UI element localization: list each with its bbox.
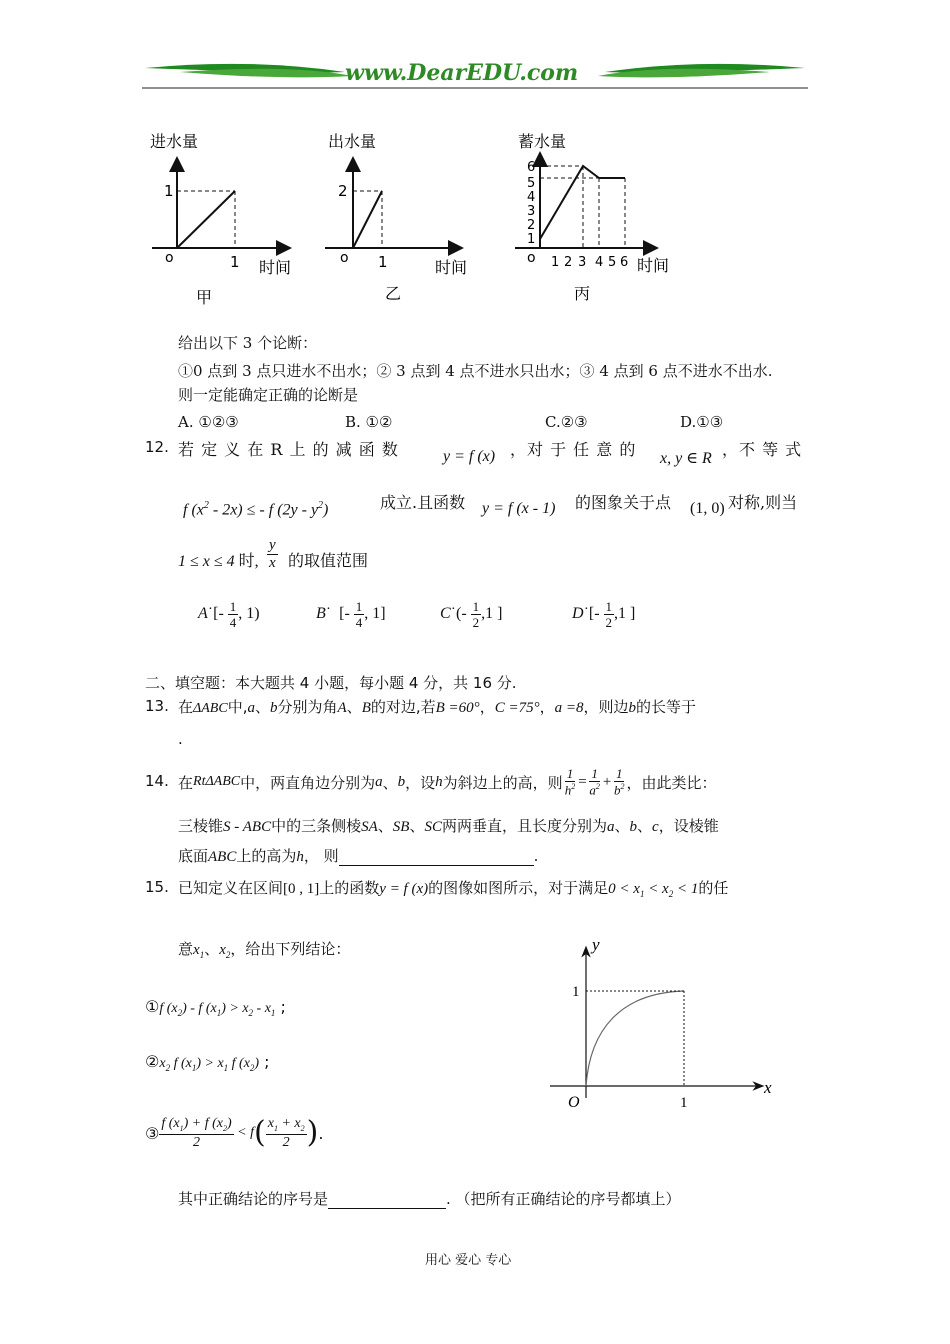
q15-line1: 已知定义在区间[0 , 1]上的函数y = f (x)的图像如图所示，对于满足$0 < x_1 < x_2 < 1$的任 [178,879,729,899]
graph-yi-ylabel: 出水量 [328,132,377,151]
q14-answer-blank[interactable] [339,847,534,866]
graph-bing-ytick: 3 [527,204,536,219]
q15-conclusion-1: ①f $(x_2)$ - f $(x_1) > x_2 - x_1$ ; [145,997,286,1018]
footer-text: 用心 爱心 专心 [425,1253,512,1268]
q11-option-a: A. ①②③ [178,413,239,431]
graph-jia-ytick: 1 [164,182,174,200]
graph-bing-ytick: 6 [527,160,536,175]
q14-line1: 在 RtΔABC 中，两直角边分别为 a 、 b ，设 h 为斜边上的高，则 $\frac{1}{h^2}$ = $\frac{1}{a^2}$ + $\frac{1}{b^2}$ ，由此类比： [178,766,717,798]
graph-bing-xtick: 3 [578,255,587,270]
graph-jia-origin: o [165,250,174,266]
graph-bing-caption: 丙 [574,284,591,303]
q15-answer-blank[interactable] [328,1190,446,1209]
graph-bing-xtick: 5 [608,255,617,270]
q15-y-label: y [592,935,600,954]
q11-option-d: D.①③ [680,413,724,431]
q14-line3: 底面ABC上的高为h， 则 . [178,847,539,865]
q12-line1-b: ，对 于 任 意 的 [510,440,637,459]
q12-xy: x, y ∈ R [660,450,712,467]
graph-bing-xtick: 1 [551,255,560,270]
q12-line2-b: 的图象关于点 [575,493,672,512]
graph-yi-origin: o [340,250,349,266]
q12-range: 1 ≤ x ≤ 4 时, [178,553,259,570]
q15-x-one: 1 [680,1095,688,1111]
graph-bing [515,132,669,303]
graph-yi-line [353,191,382,248]
graph-jia-xtick: 1 [230,253,240,271]
q12-inequality: f $(x^2 - 2x)$ ≤ - f $(2y - y^2)$ [183,500,329,519]
q12-option-c: C˙(- $\frac{1}{2}$ ,1 ] [440,599,503,630]
graph-bing-ytick: 2 [527,218,536,233]
q11-statements: ①0 点到 3 点只进水不出水；② 3 点到 4 点不进水只出水；③ 4 点到 6 点不进水不出水. [178,362,773,380]
graph-jia-line [177,191,235,248]
graph-jia-caption: 甲 [196,288,213,307]
q12-ratio: $\frac{y}{x}$ [269,537,276,571]
q12-point: (1, 0) [690,500,725,517]
graph-yi-xlabel: 时间 [435,258,468,277]
q15-x-label: x [764,1078,772,1097]
q12-option-a: A˙[- $\frac{1}{4}$ , 1) [198,599,260,630]
q11-option-b: B. ①② [345,413,393,431]
q13-number: 13. [145,697,169,715]
q15-origin-label: O [568,1094,580,1111]
graph-bing-xtick: 4 [595,255,604,270]
q12-line1-a: 若 定 义 在 R 上 的 减 函 数 [178,440,399,459]
q11-intro: 给出以下 3 个论断： [178,334,318,352]
q11-prompt: 则一定能确定正确的论断是 [178,386,359,404]
section2-title: 二、填空题：本大题共 4 小题，每小题 4 分，共 16 分. [145,674,517,692]
graph-yi-xtick: 1 [378,253,388,271]
graph-bing-origin: o [527,250,536,266]
q14-number: 14. [145,772,169,790]
q12-option-d: D˙[- $\frac{1}{2}$ ,1 ] [572,599,636,630]
q15-graph [540,930,790,1120]
q13-end: . [178,730,183,748]
q11-option-c: C.②③ [545,413,588,431]
q12-option-b: B˙ [- $\frac{1}{4}$ , 1] [316,599,386,630]
graph-yi [325,132,467,303]
q13-line: 在ΔABC中,a、b分别为角A、B的对边,若B =60°，C =75°，a =8，则边b的长等于 [178,698,697,716]
q14-line2: 三棱锥S - ABC中的三条侧棱SA、SB、SC两两垂直，且长度分别为a、b、c，设棱锥 [178,817,719,835]
q15-conclusion-3: ③ $\frac{f (x_1) + f (x_2)}{2}$ < f ( $\frac{x_1 + x_2}{2}$ ) . [145,1115,324,1151]
q12-line3: 的取值范围 [288,551,369,570]
graph-bing-ytick: 1 [527,232,536,247]
q12-func: y = f (x) [443,448,496,465]
graph-bing-xtick: 6 [620,255,629,270]
q15-curve [586,991,684,1086]
water-graphs [140,125,690,310]
graph-jia-ylabel: 进水量 [150,132,199,151]
graph-yi-ytick: 2 [338,182,348,200]
q15-line2: 意$x_1$、$x_2$，给出下列结论： [178,940,351,960]
graph-bing-ytick: 4 [527,190,536,205]
q12-line1-c: ，不 等 式 [722,440,803,459]
q15-answer-line: 其中正确结论的序号是 . （把所有正确结论的序号都填上） [178,1190,681,1208]
q12-shift: y = f (x - 1) [482,500,556,517]
graph-jia-xlabel: 时间 [259,258,292,277]
q15-number: 15. [145,878,169,896]
q15-y-one: 1 [572,984,580,1000]
q12-line2-a: 成立.且函数 [380,493,466,512]
q12-line2-c: 对称,则当 [728,493,798,512]
graph-bing-ylabel: 蓄水量 [518,132,567,151]
graph-jia [150,132,291,307]
graph-bing-xlabel: 时间 [637,256,670,275]
site-logo: www.DearEDU.com [345,60,579,86]
q12-number: 12. [145,438,169,456]
graph-bing-xtick: 2 [564,255,573,270]
q15-conclusion-2: $②x_2$ f $(x_1) > x_1$ f $(x_2)$ ; [145,1052,270,1073]
graph-yi-caption: 乙 [385,284,402,303]
graph-bing-ytick: 5 [527,176,536,191]
